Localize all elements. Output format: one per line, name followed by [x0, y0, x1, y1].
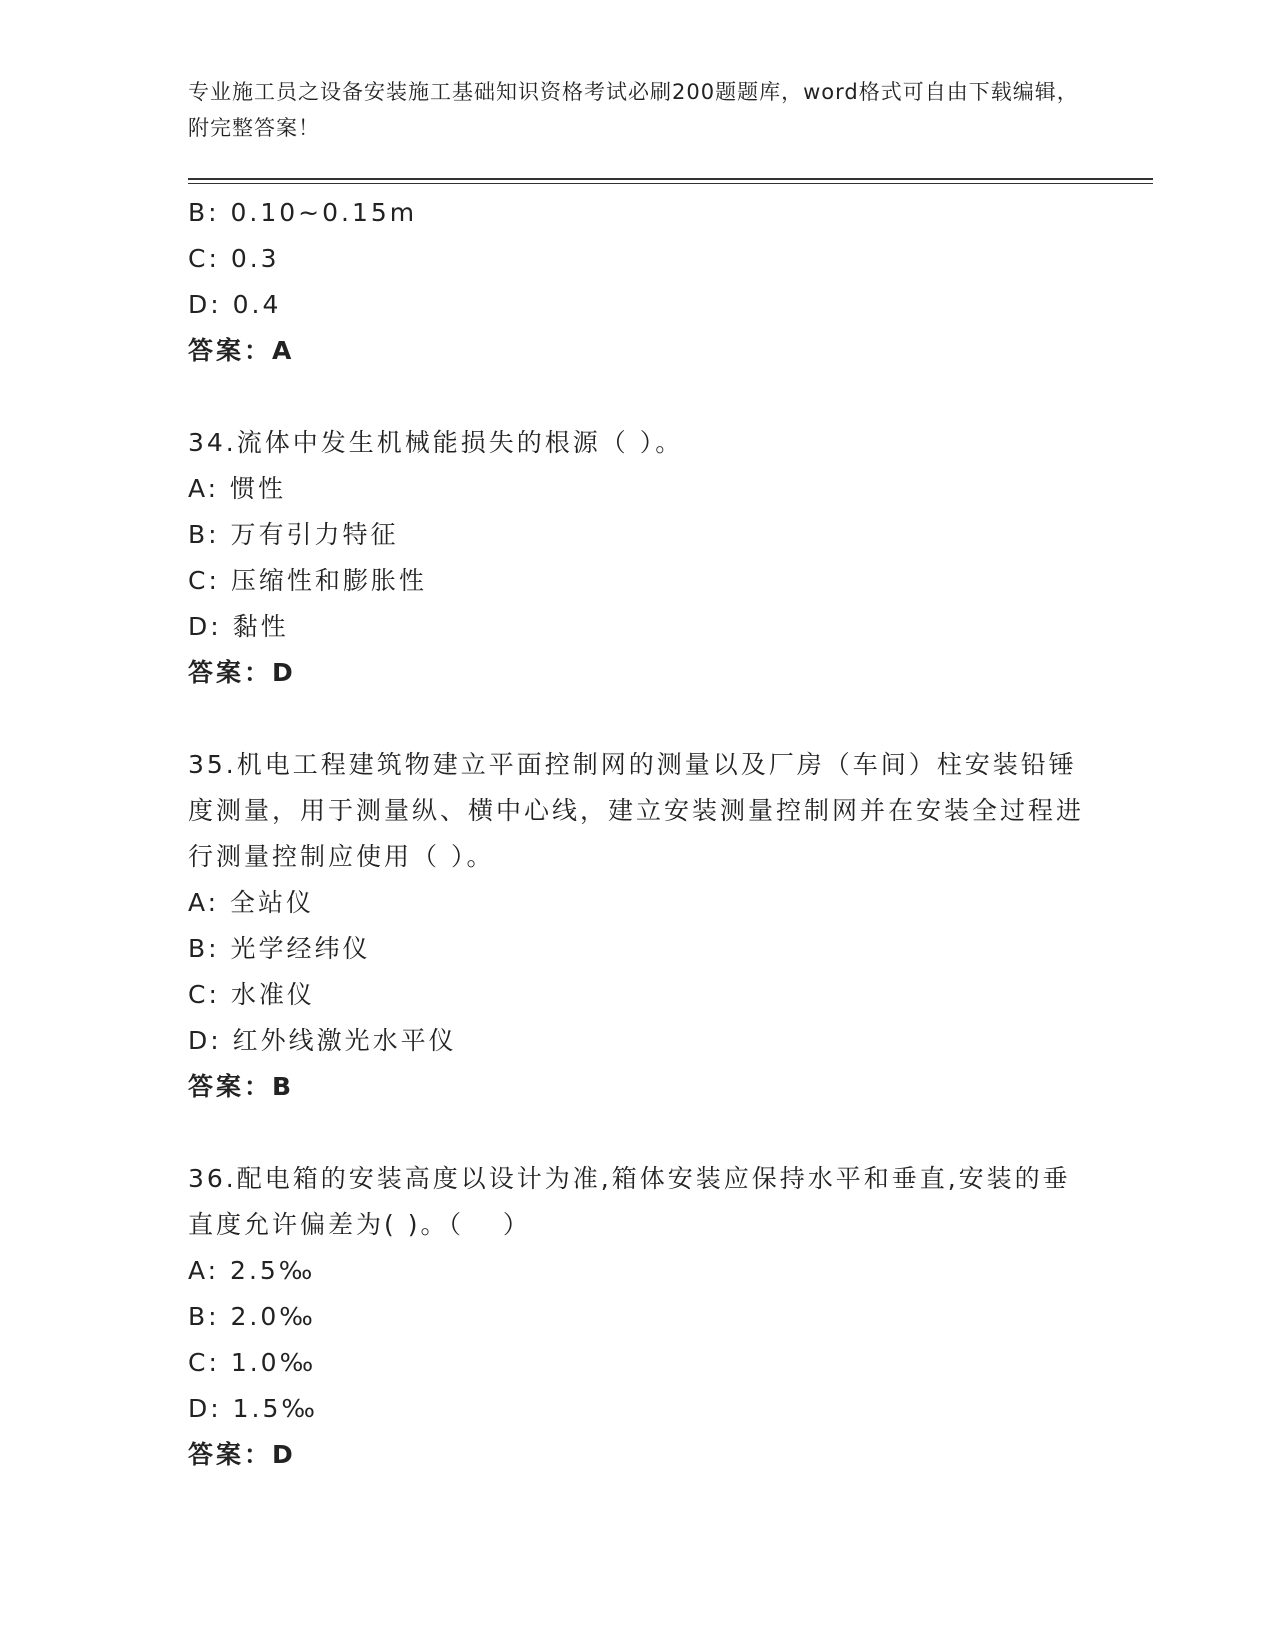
- question-text: 36.配电箱的安装高度以设计为准,箱体安装应保持水平和垂直,安装的垂直度允许偏差为( )。（ ）: [188, 1164, 1071, 1239]
- answer-line: 答案：D: [188, 1440, 296, 1469]
- option-b: B: 光学经纬仪: [188, 934, 371, 963]
- answer-line: 答案：A: [188, 336, 295, 365]
- option-c: C: 0.3: [188, 244, 280, 273]
- option-b: B: 0.10~0.15m: [188, 198, 418, 227]
- option-b: B: 万有引力特征: [188, 520, 399, 549]
- option-c: C: 压缩性和膨胀性: [188, 566, 427, 595]
- question-text: 35.机电工程建筑物建立平面控制网的测量以及厂房（车间）柱安装铅锤度测量，用于测量纵、横中心线，建立安装测量控制网并在安装全过程进行测量控制应使用（ ）。: [188, 750, 1085, 871]
- question-content: [188, 190, 1088, 1478]
- spacer: [188, 696, 1088, 742]
- question-text: 34.流体中发生机械能损失的根源（ ）。: [188, 428, 684, 457]
- question-36: [188, 1156, 1088, 1478]
- header-divider-thick: [188, 178, 1153, 180]
- answer-line: 答案：B: [188, 1072, 295, 1101]
- spacer: [188, 374, 1088, 420]
- prev-question-block: [188, 190, 1088, 374]
- option-a: A: 2.5‰: [188, 1256, 316, 1285]
- option-c: C: 1.0‰: [188, 1348, 317, 1377]
- option-c: C: 水准仪: [188, 980, 315, 1009]
- header-divider-thin: [188, 183, 1153, 184]
- option-a: A: 惯性: [188, 474, 287, 503]
- option-b: B: 2.0‰: [188, 1302, 316, 1331]
- option-a: A: 全站仪: [188, 888, 315, 917]
- spacer: [188, 1110, 1088, 1156]
- document-header: 专业施工员之设备安装施工基础知识资格考试必刷200题题库，word格式可自由下载编辑，附完整答案！: [188, 80, 1079, 140]
- option-d: D: 红外线激光水平仪: [188, 1026, 457, 1055]
- answer-line: 答案：D: [188, 658, 296, 687]
- option-d: D: 1.5‰: [188, 1394, 318, 1423]
- option-d: D: 0.4: [188, 290, 282, 319]
- option-d: D: 黏性: [188, 612, 289, 641]
- question-35: [188, 742, 1088, 1110]
- question-34: [188, 420, 1088, 696]
